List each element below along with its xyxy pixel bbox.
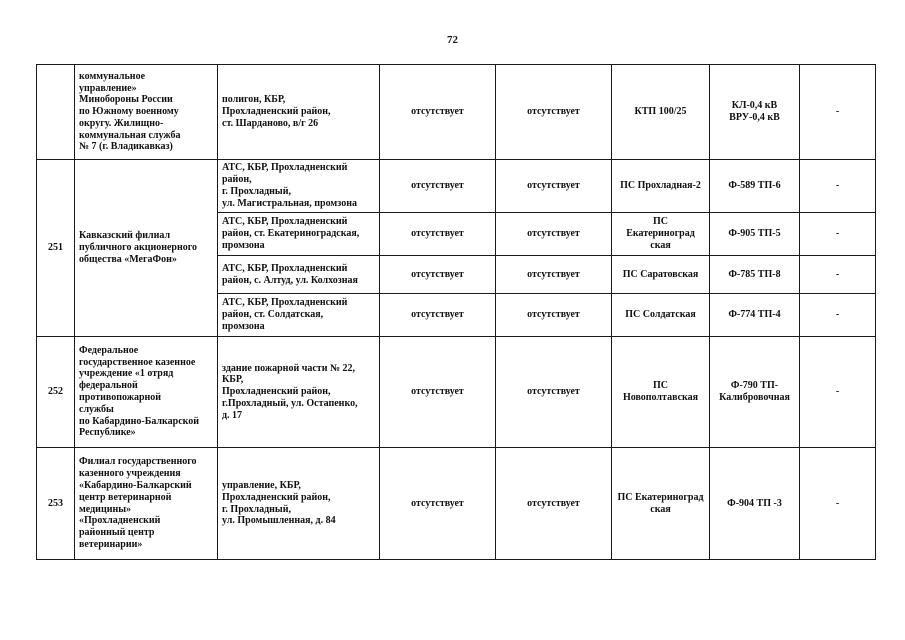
page-number: 72 — [447, 34, 458, 46]
status-cell: отсутствует — [380, 160, 496, 213]
owner-cell: коммунальное управление» Минобороны России по Южному военному округу. Жилищно- коммунальная служба № 7 (г. Владикавказ) — [75, 65, 218, 160]
status-cell: отсутствует — [380, 337, 496, 448]
feeder-cell: Ф-905 ТП-5 — [710, 213, 800, 256]
substation-cell: ПС Екатериноград ская — [612, 448, 710, 560]
status-cell: отсутствует — [380, 256, 496, 294]
last-cell: - — [800, 448, 876, 560]
owner-cell: Филиал государственного казенного учреждения «Кабардино-Балкарский центр ветеринарной медицины» «Прохладненский районный центр ветеринарии» — [75, 448, 218, 560]
last-cell: - — [800, 256, 876, 294]
status-cell: отсутствует — [496, 213, 612, 256]
status-cell: отсутствует — [496, 160, 612, 213]
address-cell: АТС, КБР, Прохладненский район, ст. Солдатская, промзона — [218, 294, 380, 337]
row-number-cell: 253 — [37, 448, 75, 560]
status-cell: отсутствует — [380, 213, 496, 256]
address-cell: здание пожарной части № 22, КБР, Прохладненский район, г.Прохладный, ул. Остапенко, д. 17 — [218, 337, 380, 448]
substation-cell: КТП 100/25 — [612, 65, 710, 160]
status-cell: отсутствует — [380, 65, 496, 160]
last-cell: - — [800, 160, 876, 213]
address-cell: АТС, КБР, Прохладненский район, ст. Екатериноградская, промзона — [218, 213, 380, 256]
facilities-table — [36, 64, 876, 560]
feeder-cell: Ф-790 ТП- Калибровочная — [710, 337, 800, 448]
feeder-cell: КЛ-0,4 кВ ВРУ-0,4 кВ — [710, 65, 800, 160]
feeder-cell: Ф-774 ТП-4 — [710, 294, 800, 337]
table-row — [37, 160, 876, 213]
substation-cell: ПС Екатериноград ская — [612, 213, 710, 256]
address-cell: полигон, КБР, Прохладненский район, ст. Шарданово, в/г 26 — [218, 65, 380, 160]
address-cell: АТС, КБР, Прохладненский район, г. Прохладный, ул. Магистральная, промзона — [218, 160, 380, 213]
substation-cell: ПС Прохладная-2 — [612, 160, 710, 213]
substation-cell: ПС Саратовская — [612, 256, 710, 294]
row-number-cell: 251 — [37, 160, 75, 337]
feeder-cell: Ф-589 ТП-6 — [710, 160, 800, 213]
address-cell: АТС, КБР, Прохладненский район, с. Алтуд, ул. Колхозная — [218, 256, 380, 294]
table-row — [37, 337, 876, 448]
row-number-cell — [37, 65, 75, 160]
last-cell: - — [800, 65, 876, 160]
table-row — [37, 448, 876, 560]
status-cell: отсутствует — [380, 294, 496, 337]
table-row — [37, 65, 876, 160]
substation-cell: ПС Новополтавская — [612, 337, 710, 448]
feeder-cell: Ф-904 ТП -3 — [710, 448, 800, 560]
substation-cell: ПС Солдатская — [612, 294, 710, 337]
feeder-cell: Ф-785 ТП-8 — [710, 256, 800, 294]
status-cell: отсутствует — [380, 448, 496, 560]
status-cell: отсутствует — [496, 256, 612, 294]
last-cell: - — [800, 337, 876, 448]
last-cell: - — [800, 294, 876, 337]
status-cell: отсутствует — [496, 337, 612, 448]
address-cell: управление, КБР, Прохладненский район, г. Прохладный, ул. Промышленная, д. 84 — [218, 448, 380, 560]
status-cell: отсутствует — [496, 448, 612, 560]
last-cell: - — [800, 213, 876, 256]
owner-cell: Федеральное государственное казенное учреждение «1 отряд федеральной противопожарной службы по Кабардино-Балкарской Республике» — [75, 337, 218, 448]
row-number-cell: 252 — [37, 337, 75, 448]
owner-cell: Кавказский филиал публичного акционерного общества «МегаФон» — [75, 160, 218, 337]
status-cell: отсутствует — [496, 294, 612, 337]
status-cell: отсутствует — [496, 65, 612, 160]
